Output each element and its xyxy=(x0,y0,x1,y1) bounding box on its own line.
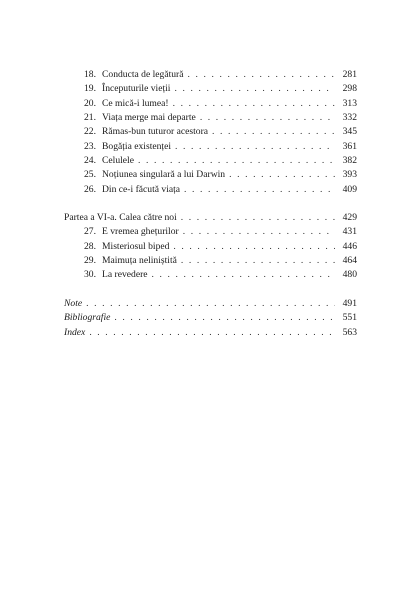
page-number: 429 xyxy=(342,212,357,224)
chapter-number: 29. xyxy=(84,255,96,267)
dot-leader xyxy=(173,240,335,254)
back-matter-title: Index xyxy=(64,326,86,338)
chapter-title: Din ce-i făcută viața xyxy=(102,183,181,195)
dot-leader xyxy=(181,254,335,268)
page-number: 345 xyxy=(342,126,357,138)
chapter-title: Începuturile vieții xyxy=(102,83,171,95)
chapter-number: 23. xyxy=(84,140,96,152)
toc-entry xyxy=(64,225,357,239)
back-matter-title: Bibliografie xyxy=(64,312,111,324)
page-number: 446 xyxy=(342,240,357,252)
chapter-number: 19. xyxy=(84,83,96,95)
table-of-contents xyxy=(64,68,357,340)
chapter-title: Ce mică-i lumea! xyxy=(102,97,169,109)
part-heading xyxy=(64,211,357,225)
chapter-title: Celulele xyxy=(102,155,134,167)
chapter-number: 25. xyxy=(84,169,96,181)
toc-entry xyxy=(64,254,357,268)
back-matter-entry xyxy=(64,297,357,311)
toc-entry xyxy=(64,140,357,154)
chapter-number: 24. xyxy=(84,155,96,167)
part-title: Partea a VI-a. Calea către noi xyxy=(64,212,177,224)
dot-leader xyxy=(181,211,335,225)
dot-leader xyxy=(184,183,335,197)
page-number: 431 xyxy=(342,226,357,238)
dot-leader xyxy=(175,140,335,154)
section-gap xyxy=(64,197,357,211)
chapter-number: 30. xyxy=(84,269,96,281)
page-number: 313 xyxy=(342,97,357,109)
toc-entry xyxy=(64,168,357,182)
page-number: 393 xyxy=(342,169,357,181)
back-matter-entry xyxy=(64,311,357,325)
dot-leader xyxy=(229,168,335,182)
toc-entry xyxy=(64,240,357,254)
dot-leader xyxy=(89,326,335,340)
page-number: 563 xyxy=(342,326,357,338)
chapter-number: 18. xyxy=(84,69,96,80)
chapter-title: La revedere xyxy=(102,269,148,281)
page-number: 409 xyxy=(342,183,357,195)
page-number: 298 xyxy=(342,83,357,95)
toc-entry xyxy=(64,125,357,139)
chapter-title: Conducta de legătură xyxy=(102,69,184,80)
dot-leader xyxy=(188,68,335,82)
chapter-number: 22. xyxy=(84,126,96,138)
page-number: 551 xyxy=(342,312,357,324)
toc-entry xyxy=(64,97,357,111)
toc-entry xyxy=(64,82,357,96)
page-number: 491 xyxy=(342,297,357,309)
page-number: 361 xyxy=(342,140,357,152)
section-gap xyxy=(64,283,357,297)
chapter-number: 28. xyxy=(84,240,96,252)
page-number: 332 xyxy=(342,112,357,124)
dot-leader xyxy=(114,311,335,325)
dot-leader xyxy=(173,97,335,111)
chapter-title: Rămas-bun tuturor acestora xyxy=(102,126,209,138)
dot-leader xyxy=(183,225,335,239)
dot-leader xyxy=(212,125,335,139)
dot-leader xyxy=(86,297,335,311)
page-number: 382 xyxy=(342,155,357,167)
toc-entry xyxy=(64,111,357,125)
chapter-title: Misteriosul biped xyxy=(102,240,170,252)
chapter-number: 26. xyxy=(84,183,96,195)
chapter-number: 27. xyxy=(84,226,96,238)
chapter-title: E vremea ghețurilor xyxy=(102,226,179,238)
back-matter-entry xyxy=(64,326,357,340)
chapter-title: Bogăția existenței xyxy=(102,140,172,152)
dot-leader xyxy=(152,268,335,282)
toc-entry xyxy=(64,68,357,82)
chapter-number: 20. xyxy=(84,97,96,109)
page-number: 480 xyxy=(342,269,357,281)
toc-entry xyxy=(64,268,357,282)
chapter-title: Noțiunea singulară a lui Darwin xyxy=(102,169,226,181)
chapter-number: 21. xyxy=(84,112,96,124)
chapter-title: Viața merge mai departe xyxy=(102,112,196,124)
dot-leader xyxy=(174,82,335,96)
chapter-title: Maimuța neliniștită xyxy=(102,255,177,267)
dot-leader xyxy=(138,154,335,168)
back-matter-title: Note xyxy=(64,297,83,309)
toc-entry xyxy=(64,154,357,168)
dot-leader xyxy=(200,111,335,125)
page-number: 464 xyxy=(342,255,357,267)
page-number: 281 xyxy=(342,69,357,80)
toc-entry xyxy=(64,183,357,197)
